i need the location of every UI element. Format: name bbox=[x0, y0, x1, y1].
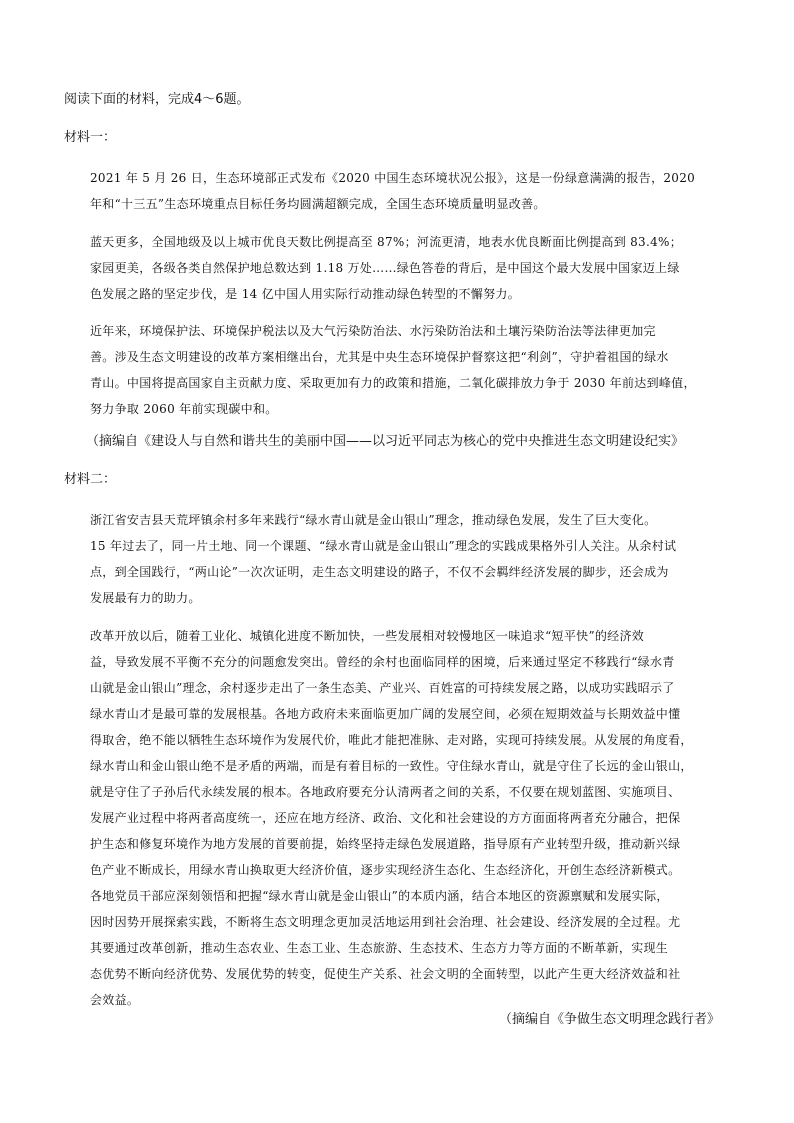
material-2-paragraph-1 bbox=[90, 507, 730, 611]
text-line: 得取舍，绝不能以牺牲生态环境作为发展代价，唯此才能把准脉、走对路，实现可持续发展。从发展的角度看， bbox=[90, 733, 693, 747]
text-line: 改革开放以后，随着工业化、城镇化进度不断加快，一些发展相对较慢地区一味追求“短平快”的经济效 bbox=[90, 629, 645, 643]
text-line: 发展最有力的助力。 bbox=[90, 591, 201, 605]
question-intro: 阅读下面的材料，完成4～6题。 bbox=[64, 92, 250, 107]
text-line: 善。涉及生态文明建设的改革方案相继出台，尤其是中央生态环境保护督察这把“利剑”，守护着祖国的绿水 bbox=[90, 350, 669, 364]
text-line: 其要通过改革创新，推动生态农业、生态工业、生态旅游、生态技术、生态方力等方面的不断革新，实现生 bbox=[90, 941, 669, 955]
text-line: 绿水青山才是最可靠的发展根基。各地方政府未来面临更加广阔的发展空间，必须在短期效益与长期效益中懂 bbox=[90, 707, 681, 721]
material-1-paragraph-2 bbox=[90, 229, 730, 307]
text-line: 色产业不断成长，用绿水青山换取更大经济价值，逐步实现经济生态化、生态经济化，开创生态经济新模式。 bbox=[90, 863, 681, 877]
text-line: 青山。中国将提高国家自主贡献力度、采取更加有力的政策和措施，二氧化碳排放力争于 2030 年前达到峰值， bbox=[90, 376, 696, 390]
text-line: 近年来，环境保护法、环境保护税法以及大气污染防治法、水污染防治法和土壤污染防治法等法律更加完 bbox=[90, 324, 656, 338]
material-1-paragraph-1 bbox=[90, 165, 730, 217]
text-line: 色发展之路的坚定步伐，是 14 亿中国人用实际行动推动绿色转型的不懈努力。 bbox=[90, 287, 521, 301]
text-line: 因时因势开展探索实践，不断将生态文明理念更加灵活地运用到社会治理、社会建设、经济发展的全过程。尤 bbox=[90, 915, 681, 929]
text-line: 15 年过去了，同一片土地、同一个课题、“绿水青山就是金山银山”理念的实践成果格外引人关注。从余村试 bbox=[90, 539, 677, 553]
text-line: 2021 年 5 月 26 日，生态环境部正式发布《2020 中国生态环境状况公报》，这是一份绿意满满的报告，2020 bbox=[90, 171, 696, 185]
material-2-paragraph-2 bbox=[90, 623, 730, 1013]
text-line: 就是守住了子孙后代永续发展的根本。各地政府要充分认清两者之间的关系，不仅要在规划蓝图、实施项目、 bbox=[90, 785, 681, 799]
text-line: 发展产业过程中将两者高度统一，还应在地方经济、政治、文化和社会建设的方方面面将两者充分融合，把保 bbox=[90, 811, 681, 825]
text-line: 益，导致发展不平衡不充分的问题愈发突出。曾经的余村也面临同样的困境，后来通过坚定不移践行“绿水青 bbox=[90, 655, 675, 669]
material-1-source: （摘编自《建设人与自然和谐共生的美丽中国——以习近平同志为核心的党中央推进生态文明建设纪实》 bbox=[86, 434, 685, 449]
text-line: 点，到全国践行，“两山论”一次次证明，走生态文明建设的路子，不仅不会羁绊经济发展的脚步，还会成为 bbox=[90, 565, 669, 579]
text-line: 浙江省安吉县天荒坪镇余村多年来践行“绿水青山就是金山银山”理念，推动绿色发展，发生了巨大变化。 bbox=[90, 513, 657, 527]
text-line: 各地党员干部应深刻领悟和把握“绿水青山就是金山银山”的本质内涵，结合本地区的资源禀赋和发展实际， bbox=[90, 889, 669, 903]
text-line: 努力争取 2060 年前实现碳中和。 bbox=[90, 402, 278, 416]
text-line: 会效益。 bbox=[90, 993, 140, 1007]
material-1-paragraph-3 bbox=[90, 318, 730, 422]
text-line: 护生态和修复环境作为地方发展的首要前提，始终坚持走绿色发展道路，指导原有产业转型升级，推动新兴绿 bbox=[90, 837, 681, 851]
text-line: 年和“十三五”生态环境重点目标任务均圆满超额完成，全国生态环境质量明显改善。 bbox=[90, 197, 546, 211]
text-line: 蓝天更多，全国地级及以上城市优良天数比例提高至 87%；河流更清，地表水优良断面比例提高到 83.4%； bbox=[90, 235, 683, 249]
material-2-label: 材料二： bbox=[64, 472, 117, 487]
material-2-source: （摘编自《争做生态文明理念践行者》 bbox=[498, 1012, 720, 1027]
material-1-label: 材料一： bbox=[64, 130, 117, 145]
text-line: 绿水青山和金山银山绝不是矛盾的两端，而是有着目标的一致性。守住绿水青山，就是守住了长远的金山银山， bbox=[90, 759, 693, 773]
text-line: 态优势不断向经济优势、发展优势的转变，促使生产关系、社会文明的全面转型，以此产生更大经济效益和社 bbox=[90, 967, 681, 981]
text-line: 家园更美，各级各类自然保护地总数达到 1.18 万处……绿色答卷的背后，是中国这个最大发展中国家迈上绿 bbox=[90, 261, 680, 275]
text-line: 山就是金山银山”理念，余村逐步走出了一条生态美、产业兴、百姓富的可持续发展之路，以成功实践昭示了 bbox=[90, 681, 675, 695]
